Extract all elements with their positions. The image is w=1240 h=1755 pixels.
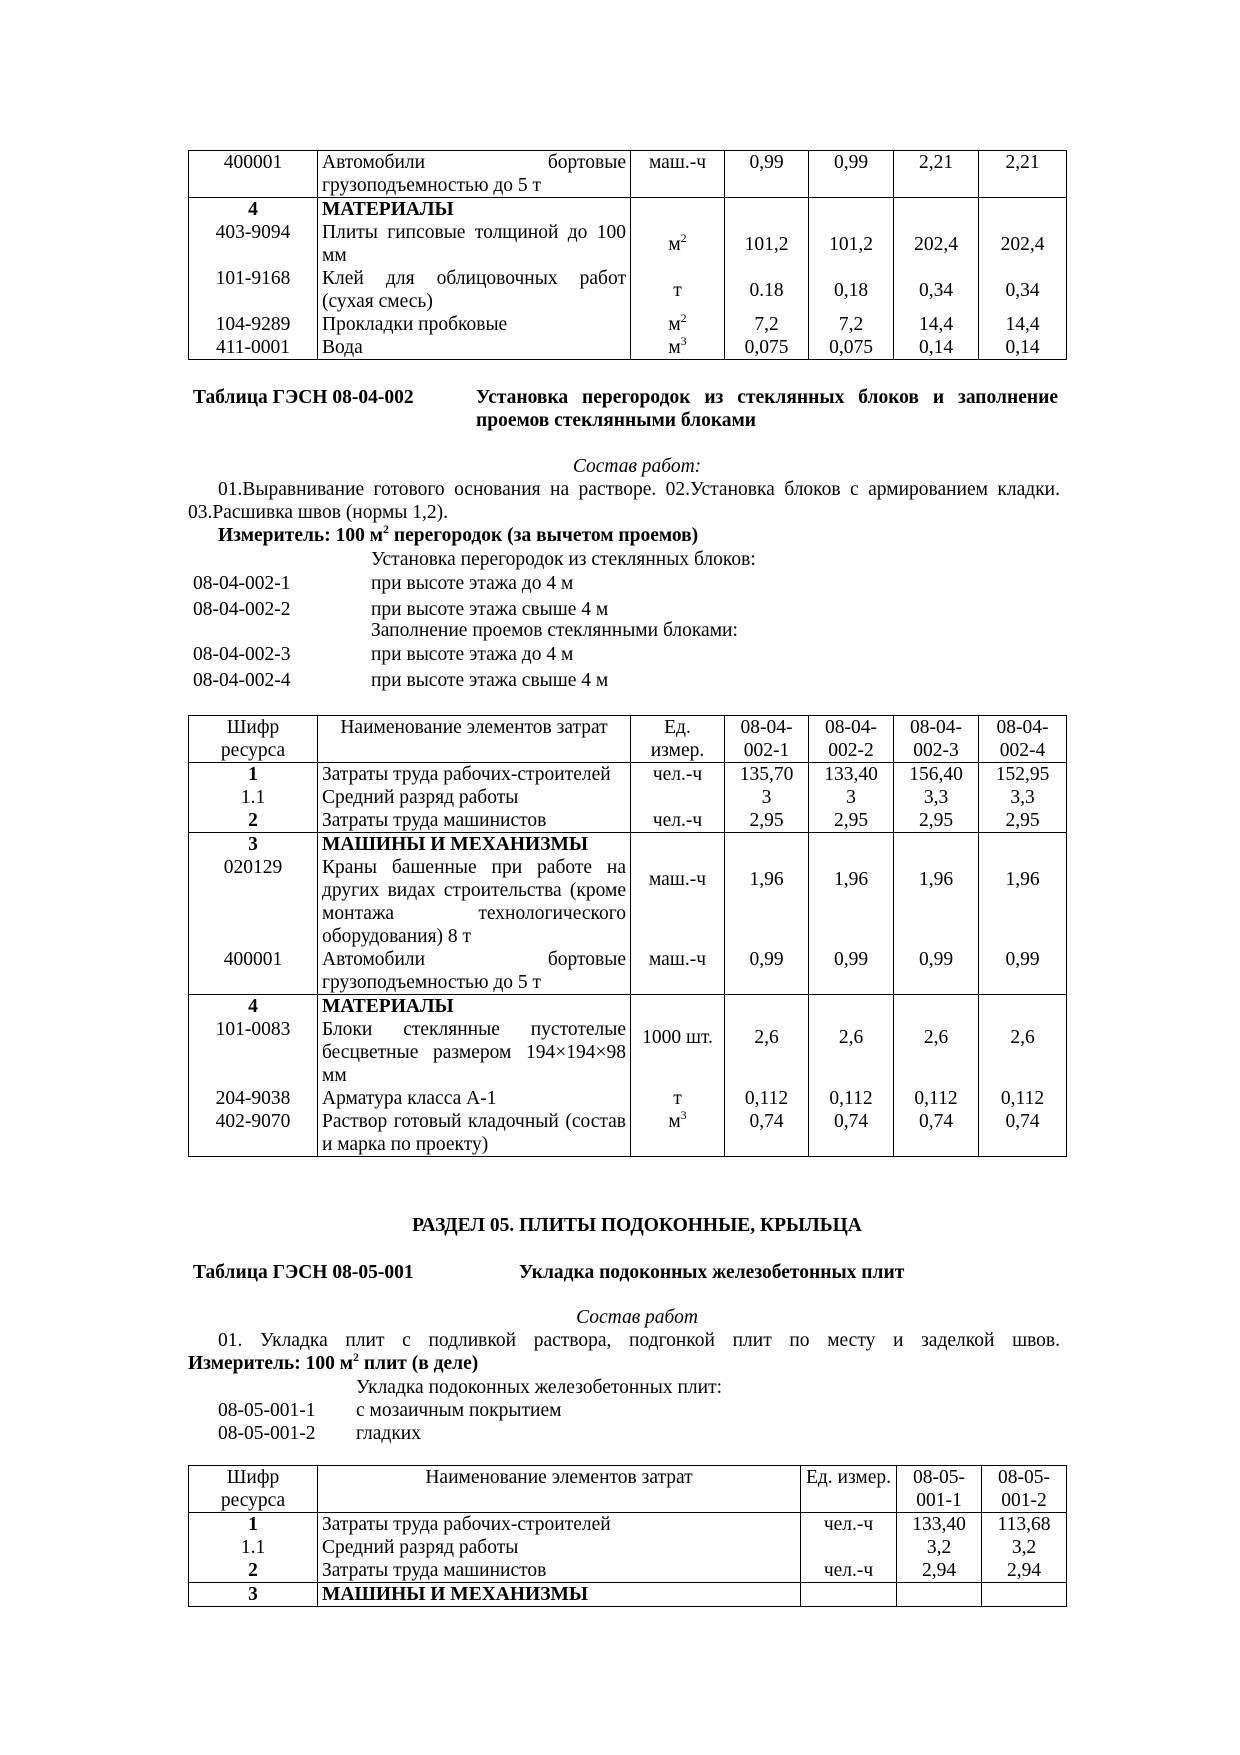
norm-value: 101,2 — [725, 221, 809, 267]
norm-text: при высоте этажа до 4 м — [371, 573, 574, 594]
resource-code: 101-0083 — [189, 1018, 318, 1087]
unit-text: чел.-ч — [823, 1560, 874, 1581]
norm-value: 2,94 — [897, 1559, 982, 1583]
resource-unit — [631, 151, 725, 198]
unit-text: 1000 шт. — [642, 1027, 713, 1048]
norm-value: 0,99 — [809, 948, 894, 995]
norm-text: при высоте этажа свыше 4 м — [371, 670, 609, 691]
resource-name: МАТЕРИАЛЫ — [318, 995, 631, 1019]
norm-value: 152,95 — [979, 763, 1067, 787]
header-unit: Ед. измер. — [801, 1466, 897, 1513]
resource-unit — [631, 1110, 725, 1157]
unit-text: маш.-ч — [648, 949, 707, 970]
norm-value: 135,70 — [725, 763, 809, 787]
works-text: 01.Выравнивание готового основания на растворе. 02.Установка блоков с армированием кладки. 03.Расшивка швов (нормы 1,2). — [188, 479, 1060, 523]
table-row — [189, 809, 1067, 833]
resource-code: 3 — [189, 1583, 318, 1607]
norm-value: 0,34 — [894, 267, 979, 313]
norm-value: 3 — [725, 786, 809, 809]
norm-value: 0,14 — [979, 336, 1067, 360]
resource-table-continued — [188, 150, 1067, 360]
resource-code: 3 — [189, 833, 318, 857]
norm-value: 7,2 — [809, 313, 894, 336]
unit-text: м — [668, 314, 681, 335]
norm-value: 2,6 — [894, 1018, 979, 1087]
resource-name: Плиты гипсовые толщиной до 100 мм — [318, 221, 631, 267]
norm-value: 3 — [809, 786, 894, 809]
header-unit: Ед. измер. — [631, 716, 725, 763]
table-label: Таблица ГЭСН 08-05-001 — [193, 1262, 414, 1283]
unit-exponent: 2 — [680, 231, 687, 245]
resource-code: 1 — [189, 763, 318, 787]
norm-text: с мозаичным покрытием — [356, 1400, 562, 1421]
norm-value: 2,95 — [894, 809, 979, 833]
table-row — [189, 995, 1067, 1019]
resource-name: Арматура класса А-1 — [318, 1087, 631, 1110]
norm-code: 08-04-002-1 — [193, 573, 291, 594]
norm-value — [894, 833, 979, 857]
norm-value — [809, 833, 894, 857]
norm-value: 3,3 — [979, 786, 1067, 809]
norm-value: 0,075 — [725, 336, 809, 360]
resource-unit — [801, 1559, 897, 1583]
table-row — [189, 1110, 1067, 1157]
norm-value: 2,6 — [809, 1018, 894, 1087]
resource-code: 104-9289 — [189, 313, 318, 336]
norm-value: 0,14 — [894, 336, 979, 360]
norm-value: 1,96 — [894, 856, 979, 948]
norm-value: 0,075 — [809, 336, 894, 360]
resource-unit — [631, 221, 725, 267]
resource-name: Автомобили бортовые грузоподъемностью до 5 т — [318, 948, 631, 995]
norm-value: 2,21 — [894, 151, 979, 198]
resource-name: МАШИНЫ И МЕХАНИЗМЫ — [318, 1583, 801, 1607]
resource-name: Затраты труда машинистов — [318, 809, 631, 833]
resource-code: 400001 — [189, 948, 318, 995]
resource-code: 4 — [189, 198, 318, 222]
norm-value: 3,3 — [894, 786, 979, 809]
norm-value: 14,4 — [979, 313, 1067, 336]
norm-value: 0.18 — [725, 267, 809, 313]
norm-value: 0,99 — [894, 948, 979, 995]
resource-code: 204-9038 — [189, 1087, 318, 1110]
resource-unit — [631, 763, 725, 787]
norm-value: 3,2 — [897, 1536, 982, 1559]
resource-code: 1.1 — [189, 1536, 318, 1559]
norm-value: 0,112 — [725, 1087, 809, 1110]
norm-value: 133,40 — [809, 763, 894, 787]
resource-unit — [631, 856, 725, 948]
norm-value: 0,112 — [894, 1087, 979, 1110]
resource-code: 4 — [189, 995, 318, 1019]
norm-value: 1,96 — [725, 856, 809, 948]
resource-unit — [631, 948, 725, 995]
norm-value: 2,21 — [979, 151, 1067, 198]
unit-text: м — [668, 1111, 681, 1132]
resource-code: 2 — [189, 1559, 318, 1583]
norm-value — [725, 198, 809, 222]
resource-code: 101-9168 — [189, 267, 318, 313]
norm-text: гладких — [356, 1423, 421, 1444]
group-heading-1: Установка перегородок из стеклянных блоков: — [371, 549, 756, 570]
resource-table-08-04-002 — [188, 715, 1067, 1157]
resource-unit — [631, 1087, 725, 1110]
norm-value: 0,112 — [979, 1087, 1067, 1110]
resource-name: Клей для облицовочных работ (сухая смесь) — [318, 267, 631, 313]
header-norm-column: 08-04-002-1 — [725, 716, 809, 763]
table-row — [189, 221, 1067, 267]
resource-name: Затраты труда рабочих-строителей — [318, 1513, 801, 1537]
resource-name: Средний разряд работы — [318, 786, 631, 809]
unit-text: т — [673, 1088, 682, 1109]
resource-unit — [631, 833, 725, 857]
resource-name: Затраты труда машинистов — [318, 1559, 801, 1583]
header-code: Шифр ресурса — [189, 1466, 318, 1513]
norm-value — [979, 833, 1067, 857]
unit-text: чел.-ч — [652, 810, 703, 831]
norm-value: 0,18 — [809, 267, 894, 313]
header-code: Шифр ресурса — [189, 716, 318, 763]
norm-value: 2,6 — [979, 1018, 1067, 1087]
works-text: 01. Укладка плит с подливкой раствора, подгонкой плит по месту и заделкой швов. — [218, 1330, 1060, 1351]
works-heading: Состав работ — [576, 1307, 698, 1328]
table-row — [189, 1087, 1067, 1110]
header-name: Наименование элементов затрат — [318, 716, 631, 763]
norm-value: 2,6 — [725, 1018, 809, 1087]
group-heading-2: Заполнение проемов стеклянными блоками: — [371, 620, 738, 641]
norm-value: 0,112 — [809, 1087, 894, 1110]
resource-name: Вода — [318, 336, 631, 360]
resource-code: 411-0001 — [189, 336, 318, 360]
header-norm-column: 08-05-001-2 — [982, 1466, 1067, 1513]
resource-unit — [631, 313, 725, 336]
table-label: Таблица ГЭСН 08-04-002 — [193, 387, 414, 408]
norm-code: 08-05-001-2 — [218, 1423, 316, 1444]
table-row — [189, 1513, 1067, 1537]
resource-unit — [801, 1583, 897, 1607]
table-row — [189, 833, 1067, 857]
resource-name: Краны башенные при работе на других видах строительства (кроме монтажа технологического оборудования) 8 т — [318, 856, 631, 948]
norm-value: 133,40 — [897, 1513, 982, 1537]
norm-value: 0,74 — [725, 1110, 809, 1157]
norm-value: 1,96 — [809, 856, 894, 948]
norm-value: 202,4 — [894, 221, 979, 267]
unit-text: м — [668, 234, 681, 255]
section-heading: РАЗДЕЛ 05. ПЛИТЫ ПОДОКОННЫЕ, КРЫЛЬЦА — [412, 1215, 862, 1236]
resource-table-08-05-001 — [188, 1465, 1067, 1607]
norm-value: 2,95 — [979, 809, 1067, 833]
resource-unit — [631, 809, 725, 833]
table-row — [189, 198, 1067, 222]
table-header-row — [189, 1466, 1067, 1513]
resource-code: 403-9094 — [189, 221, 318, 267]
resource-code: 020129 — [189, 856, 318, 948]
norm-value — [725, 833, 809, 857]
norm-value: 156,40 — [894, 763, 979, 787]
resource-name: Раствор готовый кладочный (состав и марка по проекту) — [318, 1110, 631, 1157]
table-row — [189, 313, 1067, 336]
resource-code: 400001 — [189, 151, 318, 198]
norm-text: при высоте этажа до 4 м — [371, 644, 574, 665]
norm-value: 0,74 — [809, 1110, 894, 1157]
norm-value: 202,4 — [979, 221, 1067, 267]
works-heading: Состав работ: — [572, 456, 702, 477]
table-row — [189, 151, 1067, 198]
norm-code: 08-04-002-2 — [193, 599, 291, 620]
norm-value: 113,68 — [982, 1513, 1067, 1537]
norm-code: 08-05-001-1 — [218, 1400, 316, 1421]
norm-code: 08-04-002-3 — [193, 644, 291, 665]
norm-value — [809, 198, 894, 222]
norm-text: при высоте этажа свыше 4 м — [371, 599, 609, 620]
table-row — [189, 1018, 1067, 1087]
header-norm-column: 08-05-001-1 — [897, 1466, 982, 1513]
unit-text: т — [673, 280, 682, 301]
meter-line: Измеритель: 100 $м^2$ плит (в деле) — [188, 1350, 479, 1374]
norm-value — [979, 995, 1067, 1019]
resource-name: МАТЕРИАЛЫ — [318, 198, 631, 222]
table-row — [189, 336, 1067, 360]
resource-name: Затраты труда рабочих-строителей — [318, 763, 631, 787]
table-row — [189, 1583, 1067, 1607]
norm-value: 2,95 — [725, 809, 809, 833]
resource-unit — [801, 1513, 897, 1537]
norm-value — [809, 995, 894, 1019]
norm-value — [897, 1583, 982, 1607]
resource-code: 402-9070 — [189, 1110, 318, 1157]
unit-text: маш.-ч — [648, 152, 707, 173]
table-row — [189, 763, 1067, 787]
norm-code: 08-04-002-4 — [193, 670, 291, 691]
table-row — [189, 786, 1067, 809]
table-title: Укладка подоконных железобетонных плит — [519, 1262, 905, 1283]
norm-value: 3,2 — [982, 1536, 1067, 1559]
norm-value: 2,94 — [982, 1559, 1067, 1583]
header-norm-column: 08-04-002-4 — [979, 716, 1067, 763]
norm-value: 0,99 — [725, 151, 809, 198]
resource-name: Средний разряд работы — [318, 1536, 801, 1559]
table-row — [189, 856, 1067, 948]
unit-exponent: 2 — [680, 311, 687, 325]
table-row — [189, 267, 1067, 313]
norm-value: 0,99 — [809, 151, 894, 198]
group-heading-1: Укладка подоконных железобетонных плит: — [356, 1377, 723, 1398]
norm-value — [894, 198, 979, 222]
table-row — [189, 1536, 1067, 1559]
table-row — [189, 948, 1067, 995]
table-header-row — [189, 716, 1067, 763]
resource-code: 1 — [189, 1513, 318, 1537]
norm-value — [982, 1583, 1067, 1607]
norm-value: 0,99 — [979, 948, 1067, 995]
norm-value: 0,99 — [725, 948, 809, 995]
resource-unit — [631, 198, 725, 222]
resource-name: МАШИНЫ И МЕХАНИЗМЫ — [318, 833, 631, 857]
table-title: Установка перегородок из стеклянных блоков и заполнение проемов стеклянными блоками — [476, 387, 1058, 431]
unit-text: чел.-ч — [823, 1514, 874, 1535]
unit-text: чел.-ч — [652, 764, 703, 785]
unit-exponent: 3 — [680, 334, 687, 348]
resource-name: Автомобили бортовые грузоподъемностью до 5 т — [318, 151, 631, 198]
resource-unit — [631, 786, 725, 809]
resource-code: 1.1 — [189, 786, 318, 809]
resource-name: Блоки стеклянные пустотелые бесцветные размером 194×194×98 мм — [318, 1018, 631, 1087]
unit-text: м — [668, 337, 681, 358]
norm-value: 0,34 — [979, 267, 1067, 313]
norm-value: 14,4 — [894, 313, 979, 336]
resource-unit — [801, 1536, 897, 1559]
norm-value — [979, 198, 1067, 222]
header-name: Наименование элементов затрат — [318, 1466, 801, 1513]
unit-text: маш.-ч — [648, 869, 707, 890]
norm-value: 101,2 — [809, 221, 894, 267]
norm-value — [725, 995, 809, 1019]
norm-value — [894, 995, 979, 1019]
norm-value: 1,96 — [979, 856, 1067, 948]
resource-unit — [631, 1018, 725, 1087]
norm-value: 2,95 — [809, 809, 894, 833]
resource-name: Прокладки пробковые — [318, 313, 631, 336]
unit-exponent: 3 — [680, 1108, 687, 1122]
norm-value: 0,74 — [894, 1110, 979, 1157]
header-norm-column: 08-04-002-3 — [894, 716, 979, 763]
resource-unit — [631, 336, 725, 360]
resource-unit — [631, 995, 725, 1019]
resource-unit — [631, 267, 725, 313]
resource-code: 2 — [189, 809, 318, 833]
table-row — [189, 1559, 1067, 1583]
norm-value: 0,74 — [979, 1110, 1067, 1157]
meter-line: Измеритель: 100 $м^2$ перегородок (за вычетом проемов) — [218, 522, 699, 546]
norm-value: 7,2 — [725, 313, 809, 336]
header-norm-column: 08-04-002-2 — [809, 716, 894, 763]
